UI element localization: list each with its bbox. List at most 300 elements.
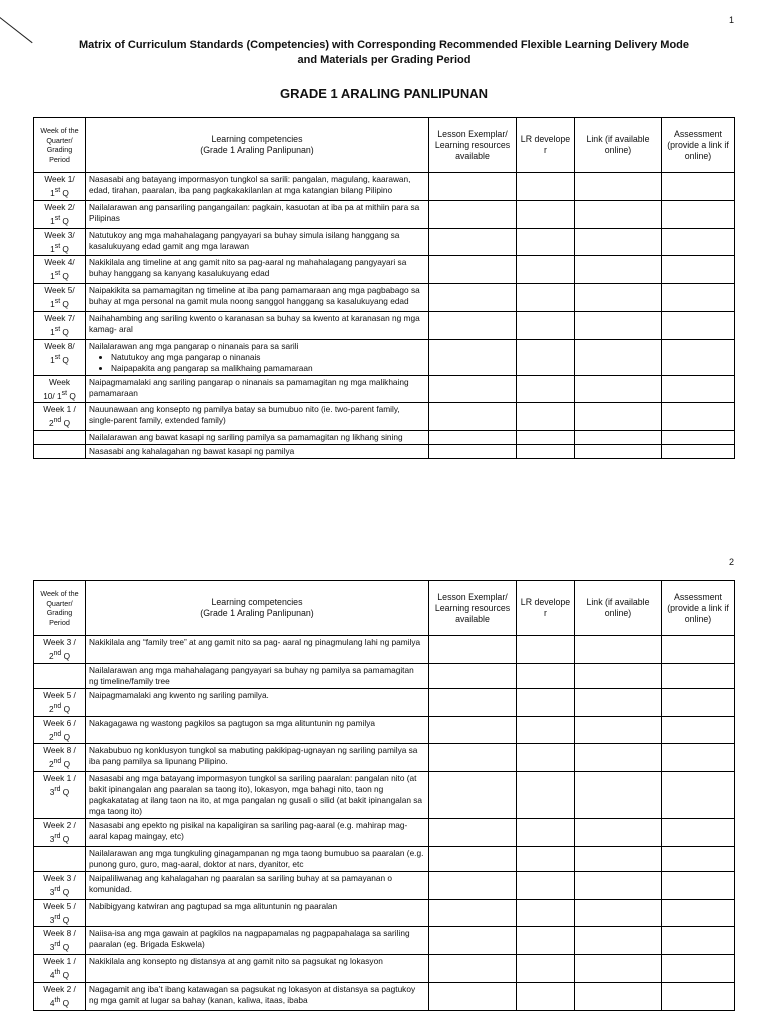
quarter-q: Q <box>60 886 70 897</box>
lr-developer-cell <box>517 772 575 819</box>
lesson-exemplar-cell <box>429 899 517 927</box>
quarter-number: 3 <box>49 786 55 797</box>
quarter-label <box>37 352 82 366</box>
quarter-q: Q <box>61 759 71 770</box>
quarter-q: Q <box>60 997 70 1008</box>
week-cell <box>34 311 86 339</box>
header-lesson-exemplar: Lesson Exemplar/ Learning resources available <box>429 118 517 173</box>
assessment-cell <box>662 927 735 955</box>
table-row <box>34 744 735 772</box>
week-cell <box>34 200 86 228</box>
quarter-number: 2 <box>48 731 54 742</box>
lesson-exemplar-cell <box>429 663 517 688</box>
week-cell <box>34 339 86 375</box>
table-row <box>34 955 735 983</box>
document-title <box>0 38 768 68</box>
competency-bullet-list <box>89 352 425 374</box>
header-week: Week of the Quarter/ Grading Period <box>34 581 86 636</box>
quarter-number: 1 <box>50 298 55 309</box>
header-competencies-line-2: (Grade 1 Araling Panlipunan) <box>200 145 314 155</box>
quarter-ordinal-suffix: st <box>54 270 61 278</box>
week-label: Week 5/ <box>44 285 75 296</box>
competency-cell <box>86 431 429 445</box>
table-row <box>34 899 735 927</box>
grade-title: GRADE 1 ARALING PANLIPUNAN <box>279 86 488 101</box>
competency-cell <box>86 311 429 339</box>
quarter-q: Q <box>61 703 71 714</box>
competency-text: Nakabubuo ng konklusyon tungkol sa mabuting pakikipag-ugnayan ng sariling pamilya sa iba pang pamilya sa lipunang Pilipino. <box>89 745 418 767</box>
competency-text: Nakikilala ang konsepto ng distansya at ang gamit nito sa pagsukat ng lokasyon <box>89 956 383 967</box>
week-cell <box>34 688 86 716</box>
link-cell <box>575 716 662 744</box>
link-cell <box>575 403 662 431</box>
link-cell <box>575 955 662 983</box>
quarter-label <box>37 213 82 227</box>
competency-cell <box>86 636 429 664</box>
week-label: Week 1 / <box>43 404 76 415</box>
assessment-cell <box>662 636 735 664</box>
table-row <box>34 636 735 664</box>
competency-bullet: • Naipapakita ang pangarap sa malikhaing pamamaraan <box>111 363 425 374</box>
competency-text: Nasasabi ang kahalagahan ng bawat kasapi ng pamilya <box>89 446 295 457</box>
lesson-exemplar-cell <box>429 339 517 375</box>
competency-text: Nailalarawan ang mga pangarap o ninanais para sa sarili <box>89 340 299 351</box>
quarter-ordinal-suffix: nd <box>53 758 62 766</box>
assessment-cell <box>662 772 735 819</box>
quarter-number: 2 <box>48 650 54 661</box>
week-label: Week 4/ <box>44 257 75 268</box>
quarter-label <box>37 884 82 898</box>
quarter-q: Q <box>60 914 70 925</box>
table-row <box>34 431 735 445</box>
quarter-label <box>37 415 82 429</box>
lr-developer-cell <box>517 716 575 744</box>
week-cell <box>34 445 86 459</box>
lesson-exemplar-cell <box>429 846 517 871</box>
lesson-exemplar-cell <box>429 431 517 445</box>
quarter-q: Q <box>61 731 71 742</box>
competency-bullet: • Natutukoy ang mga pangarap o ninanais <box>111 352 425 363</box>
competency-text: Nailalarawan ang pansariling pangangailan: pagkain, kasuotan at iba pa at mithiin para sa Pilipinas <box>89 201 420 223</box>
assessment-cell <box>662 846 735 871</box>
quarter-number: 2 <box>48 703 54 714</box>
link-cell <box>575 982 662 1010</box>
week-cell <box>34 871 86 899</box>
lesson-exemplar-cell <box>429 871 517 899</box>
week-label: Week 2/ <box>44 201 75 212</box>
assessment-cell <box>662 311 735 339</box>
quarter-number: 3 <box>49 833 55 844</box>
link-cell <box>575 871 662 899</box>
lesson-exemplar-cell <box>429 955 517 983</box>
week-cell <box>34 173 86 201</box>
link-cell <box>575 311 662 339</box>
competency-text: Nailalarawan ang bawat kasapi ng sariling pamilya sa pamamagitan ng likhang sining <box>89 432 403 443</box>
link-cell <box>575 445 662 459</box>
lr-developer-cell <box>517 688 575 716</box>
competency-cell <box>86 955 429 983</box>
assessment-cell <box>662 744 735 772</box>
quarter-q: Q <box>61 650 71 661</box>
quarter-label <box>37 268 82 282</box>
assessment-cell <box>662 899 735 927</box>
header-week: Week of the Quarter/ Grading Period <box>34 118 86 173</box>
competency-cell <box>86 716 429 744</box>
week-label: Week 3/ <box>44 229 75 240</box>
competency-cell <box>86 871 429 899</box>
competency-cell <box>86 375 429 403</box>
competency-cell <box>86 403 429 431</box>
competency-text: Nasasabi ang batayang impormasyon tungkol sa sarili: pangalan, magulang, kaarawan, edad, tirahan, paaralan, iba pang pagkakakilanlan at mga katangian bilang Pilipino <box>89 174 411 195</box>
week-label: Week 3 / <box>43 872 76 883</box>
competency-cell <box>86 846 429 871</box>
competency-text: Naipagmamalaki ang sariling pangarap o ninanais sa pamamagitan ng mga malikhaing pamamaraan <box>89 376 409 398</box>
link-cell <box>575 636 662 664</box>
lr-developer-cell <box>517 403 575 431</box>
link-cell <box>575 173 662 201</box>
lesson-exemplar-cell <box>429 200 517 228</box>
week-cell <box>34 663 86 688</box>
link-cell <box>575 200 662 228</box>
lr-developer-cell <box>517 955 575 983</box>
competency-cell <box>86 339 429 375</box>
week-label: Week 3 / <box>43 637 76 647</box>
competency-cell <box>86 173 429 201</box>
competency-cell <box>86 688 429 716</box>
quarter-label <box>37 388 82 402</box>
quarter-ordinal-suffix: rd <box>54 913 61 921</box>
competency-text: Nagagamit ang iba’t ibang katawagan sa pagsukat ng lokasyon at distansya sa pagtukoy ng mga gamit at lugar sa bahay (kanan, kaliwa, itaas, ibaba <box>89 983 416 1005</box>
quarter-number: 2 <box>48 418 54 429</box>
quarter-q: Q <box>60 187 69 198</box>
quarter-ordinal-suffix: nd <box>53 417 62 425</box>
quarter-number: 3 <box>49 914 55 925</box>
competency-cell <box>86 899 429 927</box>
header-lesson-exemplar: Lesson Exemplar/ Learning resources available <box>429 581 517 636</box>
competency-text: Natutukoy ang mga mahahalagang pangyayari sa buhay simula isilang hanggang sa kasalukuyang edad gamit ang mga larawan <box>89 229 400 251</box>
lr-developer-cell <box>517 927 575 955</box>
quarter-label <box>37 831 82 845</box>
header-competencies <box>86 581 429 636</box>
quarter-ordinal-suffix: nd <box>53 650 62 657</box>
competency-text: Naipaliliwanag ang kahalagahan ng paaralan sa sariling buhay at sa pamayanan o komunidad. <box>89 872 393 894</box>
week-label: Week 8/ <box>44 340 75 351</box>
quarter-label <box>37 939 82 953</box>
quarter-ordinal-suffix: th <box>54 969 61 977</box>
competency-cell <box>86 284 429 312</box>
competency-cell <box>86 772 429 819</box>
competency-cell <box>86 663 429 688</box>
lesson-exemplar-cell <box>429 688 517 716</box>
competency-text: Naipakikita sa pamamagitan ng timeline at iba pang pamamaraan ang mga pagbabago sa buhay at mga personal na gamit mula noong sanggol hanggang sa kasalukuyang edad <box>89 285 420 307</box>
quarter-q: Q <box>60 243 69 254</box>
link-cell <box>575 228 662 256</box>
table-row <box>34 339 735 375</box>
table-row <box>34 375 735 403</box>
week-cell <box>34 744 86 772</box>
lesson-exemplar-cell <box>429 256 517 284</box>
competency-cell <box>86 927 429 955</box>
assessment-cell <box>662 663 735 688</box>
table-row <box>34 284 735 312</box>
assessment-cell <box>662 256 735 284</box>
quarter-label <box>37 241 82 255</box>
lr-developer-cell <box>517 200 575 228</box>
assessment-cell <box>662 716 735 744</box>
competency-text: Nakikilala ang “family tree” at ang gamit nito sa pag- aaral ng pinagmulang lahi ng pamilya <box>89 637 421 647</box>
header-competencies-line-2: (Grade 1 Araling Panlipunan) <box>200 608 314 618</box>
lr-developer-cell <box>517 173 575 201</box>
lesson-exemplar-cell <box>429 284 517 312</box>
link-cell <box>575 431 662 445</box>
competency-text: Naiisa-isa ang mga gawain at pagkilos na nagpapamalas ng pagpapahalaga sa sariling paaralan (eg. Brigada Eskwela) <box>89 928 410 950</box>
table-row <box>34 871 735 899</box>
table-body-page-2 <box>34 636 735 1011</box>
week-cell <box>34 927 86 955</box>
week-cell <box>34 716 86 744</box>
header-assessment: Assessment (provide a link if online) <box>662 118 735 173</box>
competency-text: Naihahambing ang sariling kwento o karanasan sa buhay sa kwento at karanasan ng mga kamag- aral <box>89 312 420 334</box>
table-row <box>34 200 735 228</box>
table-row <box>34 982 735 1010</box>
table-row <box>34 716 735 744</box>
quarter-q: Q <box>60 942 70 953</box>
lesson-exemplar-cell <box>429 403 517 431</box>
lr-developer-cell <box>517 284 575 312</box>
competency-text: Nasasabi ang epekto ng pisikal na kapaligiran sa sariling pag-aaral (e.g. mahirap mag-aaral kapag maingay, etc) <box>89 820 408 842</box>
document-title-line-2: and Materials per Grading Period <box>297 54 471 66</box>
assessment-cell <box>662 445 735 459</box>
week-label: Week 1 / <box>43 773 76 784</box>
link-cell <box>575 819 662 847</box>
week-label: Week 1/ <box>44 174 75 184</box>
quarter-label <box>37 967 82 981</box>
week-cell <box>34 955 86 983</box>
quarter-label <box>37 648 82 662</box>
quarter-number: 4 <box>49 997 55 1008</box>
table-row <box>34 663 735 688</box>
quarter-ordinal-suffix: st <box>61 389 68 397</box>
quarter-ordinal-suffix: st <box>54 298 61 306</box>
week-label: Week 5 / <box>43 900 76 911</box>
assessment-cell <box>662 982 735 1010</box>
quarter-q: Q <box>60 298 69 309</box>
lr-developer-cell <box>517 311 575 339</box>
quarter-label <box>37 185 82 199</box>
link-cell <box>575 688 662 716</box>
competency-text: Naipagmamalaki ang kwento ng sariling pamilya. <box>89 689 269 700</box>
lr-developer-cell <box>517 228 575 256</box>
table-row <box>34 403 735 431</box>
link-cell <box>575 772 662 819</box>
assessment-cell <box>662 228 735 256</box>
quarter-number: 3 <box>49 886 55 897</box>
competency-cell <box>86 228 429 256</box>
quarter-q: Q <box>60 271 69 282</box>
link-cell <box>575 284 662 312</box>
lesson-exemplar-cell <box>429 173 517 201</box>
lr-developer-cell <box>517 871 575 899</box>
quarter-q: Q <box>60 354 69 365</box>
quarter-ordinal-suffix: nd <box>53 730 62 738</box>
lesson-exemplar-cell <box>429 228 517 256</box>
quarter-number: 1 <box>50 326 55 337</box>
header-competencies <box>86 118 429 173</box>
link-cell <box>575 375 662 403</box>
competency-text: Nasasabi ang mga batayang impormasyon tungkol sa sariling paaralan: pangalan nito (at bakit ipinangalan ang paaralan sa taong ito), lokasyon, mga bahagi nito, taon ng pagkakatatag at ilang taon na ito, at mga pangalan ng gusali o silid (at bakit ipinangalan sa mga taong ito) <box>89 773 423 817</box>
assessment-cell <box>662 173 735 201</box>
table-row <box>34 311 735 339</box>
quarter-q: Q <box>60 326 69 337</box>
assessment-cell <box>662 200 735 228</box>
quarter-ordinal-suffix: rd <box>54 833 61 841</box>
assessment-cell <box>662 955 735 983</box>
link-cell <box>575 744 662 772</box>
lr-developer-cell <box>517 663 575 688</box>
week-cell <box>34 228 86 256</box>
week-label: Week 7/ <box>44 312 75 323</box>
table-row <box>34 819 735 847</box>
week-cell <box>34 403 86 431</box>
lr-developer-cell <box>517 431 575 445</box>
week-cell <box>34 375 86 403</box>
quarter-label <box>37 912 82 926</box>
table-row <box>34 688 735 716</box>
competency-cell <box>86 744 429 772</box>
lesson-exemplar-cell <box>429 636 517 664</box>
lesson-exemplar-cell <box>429 445 517 459</box>
quarter-q: Q <box>61 418 71 429</box>
week-cell <box>34 982 86 1010</box>
quarter-q: Q <box>60 786 70 797</box>
quarter-ordinal-suffix: rd <box>54 786 61 794</box>
lr-developer-cell <box>517 744 575 772</box>
week-cell <box>34 772 86 819</box>
page-number: 1 <box>728 15 734 25</box>
quarter-ordinal-suffix: st <box>54 325 61 333</box>
lr-developer-cell <box>517 339 575 375</box>
lesson-exemplar-cell <box>429 744 517 772</box>
quarter-number: 1 <box>50 215 55 226</box>
table-header-row <box>34 118 735 173</box>
competency-matrix-table-page-1 <box>33 117 735 459</box>
link-cell <box>575 256 662 284</box>
quarter-ordinal-suffix: st <box>54 214 61 222</box>
competency-cell <box>86 200 429 228</box>
link-cell <box>575 927 662 955</box>
lr-developer-cell <box>517 899 575 927</box>
header-link: Link (if available online) <box>575 118 662 173</box>
week-label: Week 5 / <box>43 689 76 700</box>
quarter-number: 2 <box>48 759 54 770</box>
quarter-ordinal-suffix: st <box>54 242 61 250</box>
quarter-number: 1 <box>50 354 55 365</box>
table-row <box>34 772 735 819</box>
quarter-ordinal-suffix: st <box>54 187 61 194</box>
quarter-number: 4 <box>49 969 55 980</box>
assessment-cell <box>662 819 735 847</box>
week-cell <box>34 256 86 284</box>
week-cell <box>34 846 86 871</box>
table-body-page-1 <box>34 173 735 459</box>
header-competencies-line-1: Learning competencies <box>211 134 303 144</box>
competency-cell <box>86 445 429 459</box>
week-cell <box>34 431 86 445</box>
link-cell <box>575 339 662 375</box>
header-lr-developer: LR develope r <box>517 581 575 636</box>
quarter-label <box>37 701 82 715</box>
quarter-number: 10/ 1 <box>43 390 62 401</box>
week-cell <box>34 284 86 312</box>
table-row <box>34 228 735 256</box>
competency-text: Nailalarawan ang mga mahahalagang pangyayari sa buhay ng pamilya sa pamamagitan ng timeline/family tree <box>89 664 414 686</box>
competency-text: Nakikilala ang timeline at ang gamit nito sa pag-aaral ng mahahalagang pangyayari sa buhay hanggang sa kanyang kasalukuyang edad <box>89 257 407 279</box>
competency-matrix-table-page-2 <box>33 580 735 1011</box>
quarter-label <box>37 324 82 338</box>
table-header-row <box>34 581 735 636</box>
quarter-label <box>37 756 82 770</box>
lesson-exemplar-cell <box>429 772 517 819</box>
competency-cell <box>86 819 429 847</box>
quarter-q: Q <box>60 833 70 844</box>
link-cell <box>575 899 662 927</box>
quarter-number: 1 <box>50 243 55 254</box>
document-title-line-1: Matrix of Curriculum Standards (Competencies) with Corresponding Recommended Flexible Learning Delivery Mode <box>79 39 689 51</box>
table-row <box>34 846 735 871</box>
table-row <box>34 445 735 459</box>
assessment-cell <box>662 688 735 716</box>
header-lr-developer: LR develope r <box>517 118 575 173</box>
week-label: Week 6 / <box>43 717 76 728</box>
quarter-number: 1 <box>50 271 55 282</box>
week-cell <box>34 899 86 927</box>
quarter-ordinal-suffix: th <box>54 996 61 1004</box>
lesson-exemplar-cell <box>429 927 517 955</box>
lr-developer-cell <box>517 982 575 1010</box>
quarter-label <box>37 784 82 798</box>
quarter-label <box>37 729 82 743</box>
lr-developer-cell <box>517 256 575 284</box>
table-row <box>34 256 735 284</box>
lesson-exemplar-cell <box>429 982 517 1010</box>
lr-developer-cell <box>517 636 575 664</box>
lesson-exemplar-cell <box>429 311 517 339</box>
week-label: Week 8 / <box>43 745 76 756</box>
quarter-ordinal-suffix: st <box>54 353 61 361</box>
competency-text: Nakagagawa ng wastong pagkilos sa pagtugon sa mga alituntunin ng pamilya <box>89 717 375 728</box>
week-cell <box>34 819 86 847</box>
header-assessment: Assessment (provide a link if online) <box>662 581 735 636</box>
assessment-cell <box>662 375 735 403</box>
quarter-ordinal-suffix: rd <box>54 885 61 893</box>
lr-developer-cell <box>517 445 575 459</box>
link-cell <box>575 663 662 688</box>
week-label: Week 2 / <box>43 983 76 994</box>
quarter-ordinal-suffix: rd <box>54 941 61 949</box>
week-label: Week 1 / <box>43 956 76 967</box>
assessment-cell <box>662 284 735 312</box>
competency-cell <box>86 982 429 1010</box>
assessment-cell <box>662 339 735 375</box>
competency-cell <box>86 256 429 284</box>
assessment-cell <box>662 871 735 899</box>
quarter-number: 3 <box>49 942 55 953</box>
competency-text: Nabibigyang katwiran ang pagtupad sa mga alituntunin ng paaralan <box>89 900 338 911</box>
quarter-label <box>37 995 82 1009</box>
link-cell <box>575 846 662 871</box>
table-row <box>34 173 735 201</box>
week-label: Week 2 / <box>43 820 76 831</box>
